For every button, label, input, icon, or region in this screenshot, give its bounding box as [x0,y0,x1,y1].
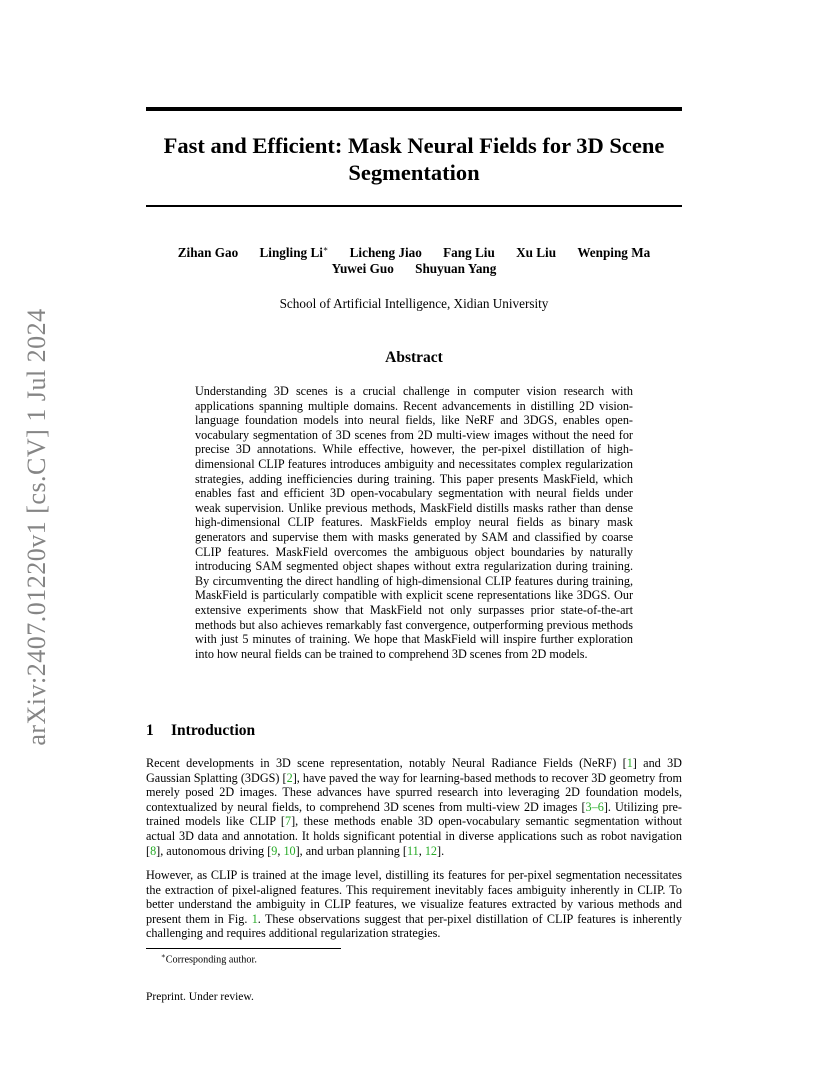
paragraph-text: , [418,843,425,858]
abstract-heading: Abstract [385,349,443,366]
citation-link[interactable]: 1 [626,756,633,770]
footnote-text: Corresponding author. [165,954,257,966]
author-name: Yuwei Guo [331,261,394,277]
citation-link[interactable]: 10 [283,843,296,858]
footnote [161,952,257,965]
paragraph-text: . These observations suggest that per-pixel distillation of CLIP features is inherently challenging and requires additional regularization strategies. [146,911,682,941]
paragraph-text: However, as CLIP is trained at the image level, distilling its features for per-pixel segmentation necessitates the extraction of pixel-aligned features. This requirement inevitably faces ambiguity inherently in CLIP. To better understand the ambiguity in CLIP features, we visualize features extracted by various methods and present them in Fig. [146,868,682,926]
section-title: Introduction [171,722,256,739]
author-name: Fang Liu [443,245,495,261]
paper-title [146,132,682,186]
author-name: Licheng Jiao [349,245,422,261]
title-line-2: Segmentation [348,160,480,185]
citation-link[interactable]: 3–6 [585,799,604,814]
author-row-2 [146,261,682,277]
author-name-text: Lingling Li [259,245,323,261]
paragraph-text: Recent developments in 3D scene representation, notably Neural Radiance Fields (NeRF) [ [146,756,627,770]
paragraph-text: ], have paved the way for learning-based methods to recover 3D geometry from merely posed 2D images. These advances have spurred research into leveraging 2D foundation models, contextualized by neural fields, to comprehend 3D scenes from multi-view 2D images [ [146,770,683,814]
citation-link[interactable]: 7 [285,814,292,829]
author-name: Wenping Ma [577,245,651,261]
citation-link[interactable]: 8 [150,843,157,858]
corresponding-author-mark: ∗ [322,245,329,254]
paragraph-text: , [277,843,284,858]
citation-link[interactable]: 2 [286,770,293,785]
preprint-notice: Preprint. Under review. [146,991,254,1003]
paragraph-text: ] and 3D Gaussian Splatting (3DGS) [ [146,756,682,785]
arxiv-identifier-stamp: arXiv:2407.01220v1 [cs.CV] 1 Jul 2024 [22,308,51,746]
author-name: Shuyuan Yang [415,261,497,277]
intro-paragraph-1 [146,756,682,858]
author-name: Xu Liu [516,245,557,261]
citation-link[interactable]: 11 [406,843,419,858]
figure-reference-link[interactable]: 1 [251,911,258,926]
citation-link[interactable]: 12 [424,843,438,858]
title-line-1: Fast and Efficient: Mask Neural Fields for 3D Scene [163,133,665,158]
paragraph-text: ]. [437,843,445,858]
author-name [260,245,329,260]
abstract-body: Understanding 3D scenes is a crucial challenge in computer vision research with applications spanning multiple domains. Recent advancements in distilling 2D vision-language foundation models into neural fields, like NeRF and 3DGS, enables open-vocabulary segmentation of 3D scenes from 2D multi-view images without the need for precise 3D annotations. While effective, however, the per-pixel distillation of high-dimensional CLIP features introduces ambiguity and necessitates complex regularization strategies, adding inefficiencies during training. This paper presents MaskField, which enables fast and efficient 3D open-vocabulary segmentation with neural fields under weak supervision. Unlike previous methods, MaskField distills masks rather than dense high-dimensional CLIP features. MaskFields employ neural fields as binary mask generators and supervise them with masks generated by SAM and classified by coarse CLIP features. MaskField overcomes the ambiguous object boundaries by naturally introducing SAM segmented object shapes without extra regularization during training. By circumventing the direct handling of high-dimensional CLIP features during training, MaskField is particularly compatible with explicit scene representations like 3DGS. Our extensive experiments show that MaskField not only surpasses prior state-of-the-art methods but also achieves remarkably fast convergence, outperforming previous methods with just 5 minutes of training. We hope that MaskField will inspire further exploration into how neural fields can be trained to comprehend 3D scenes from 2D models. [195,384,633,661]
author-row-1 [146,242,682,261]
affiliation: School of Artificial Intelligence, Xidian University [279,296,549,311]
author-list [146,242,682,277]
author-name: Zihan Gao [177,245,239,261]
paragraph-text: ]. Utilizing pre-trained models like CLIP [ [146,799,682,829]
paragraph-text: ], autonomous driving [ [156,843,272,858]
paragraph-text: ], these methods enable 3D open-vocabulary semantic segmentation without actual 3D data and annotation. It holds significant potential in diverse applications such as robot navigation [ [146,814,682,858]
title-top-rule [146,107,682,111]
section-number: 1 [146,722,154,739]
citation-link[interactable]: 9 [271,843,278,858]
footnote-mark: ∗ [161,952,166,960]
title-bottom-rule [146,205,682,207]
section-heading [146,722,255,740]
footnote-rule [146,948,341,949]
paragraph-text: ], and urban planning [ [295,843,407,858]
intro-paragraph-2 [146,868,682,941]
